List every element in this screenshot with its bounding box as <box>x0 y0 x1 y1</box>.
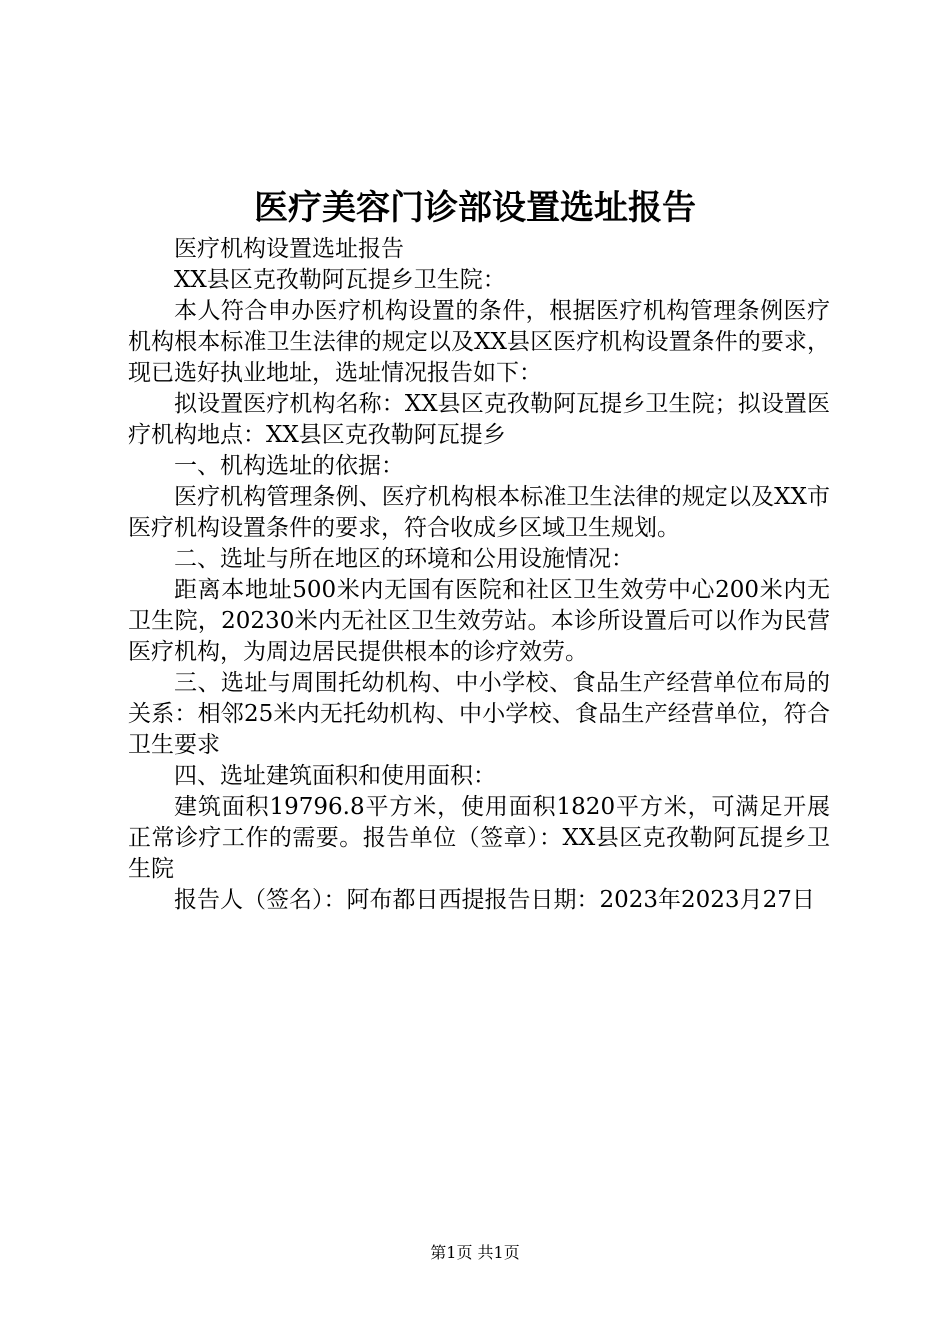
paragraph-signature: 报告人（签名）：阿布都日西提报告日期：2023年2023月27日 <box>174 887 815 913</box>
paragraph-recipient: XX县区克孜勒阿瓦提乡卫生院： <box>174 267 506 293</box>
paragraph-heading: 医疗机构设置选址报告 <box>174 236 404 262</box>
section-heading-basis: 一、机构选址的依据： <box>174 453 404 479</box>
section-heading-area: 四、选址建筑面积和使用面积： <box>174 763 496 789</box>
paragraph-intro: 本人符合申办医疗机构设置的条件，根据医疗机构管理条例医疗机构根本标准卫生法律的规定以及XX县区医疗机构设置条件的要求，现已选好执业地址，选址情况报告如下： <box>128 298 830 386</box>
page-number: 第1页 共1页 <box>430 1243 520 1262</box>
section-heading-environment: 二、选址与所在地区的环境和公用设施情况： <box>174 546 634 572</box>
document-title: 医疗美容门诊部设置选址报告 <box>254 188 696 228</box>
paragraph-environment: 距离本地址500米内无国有医院和社区卫生效劳中心200米内无卫生院，20230米内无社区卫生效劳站。本诊所设置后可以作为民营医疗机构，为周边居民提供根本的诊疗效劳。 <box>128 577 830 665</box>
paragraph-proposed-name: 拟设置医疗机构名称：XX县区克孜勒阿瓦提乡卫生院；拟设置医疗机构地点：XX县区克孜勒阿瓦提乡 <box>128 391 830 448</box>
paragraph-surroundings: 三、选址与周围托幼机构、中小学校、食品生产经营单位布局的关系：相邻25米内无托幼机构、中小学校、食品生产经营单位，符合卫生要求 <box>128 670 830 758</box>
paragraph-basis: 医疗机构管理条例、医疗机构根本标准卫生法律的规定以及XX市医疗机构设置条件的要求，符合收成乡区域卫生规划。 <box>128 484 830 541</box>
document-body <box>128 234 830 916</box>
paragraph-area: 建筑面积19796.8平方米，使用面积1820平方米，可满足开展正常诊疗工作的需要。报告单位（签章）：XX县区克孜勒阿瓦提乡卫生院 <box>128 794 830 882</box>
